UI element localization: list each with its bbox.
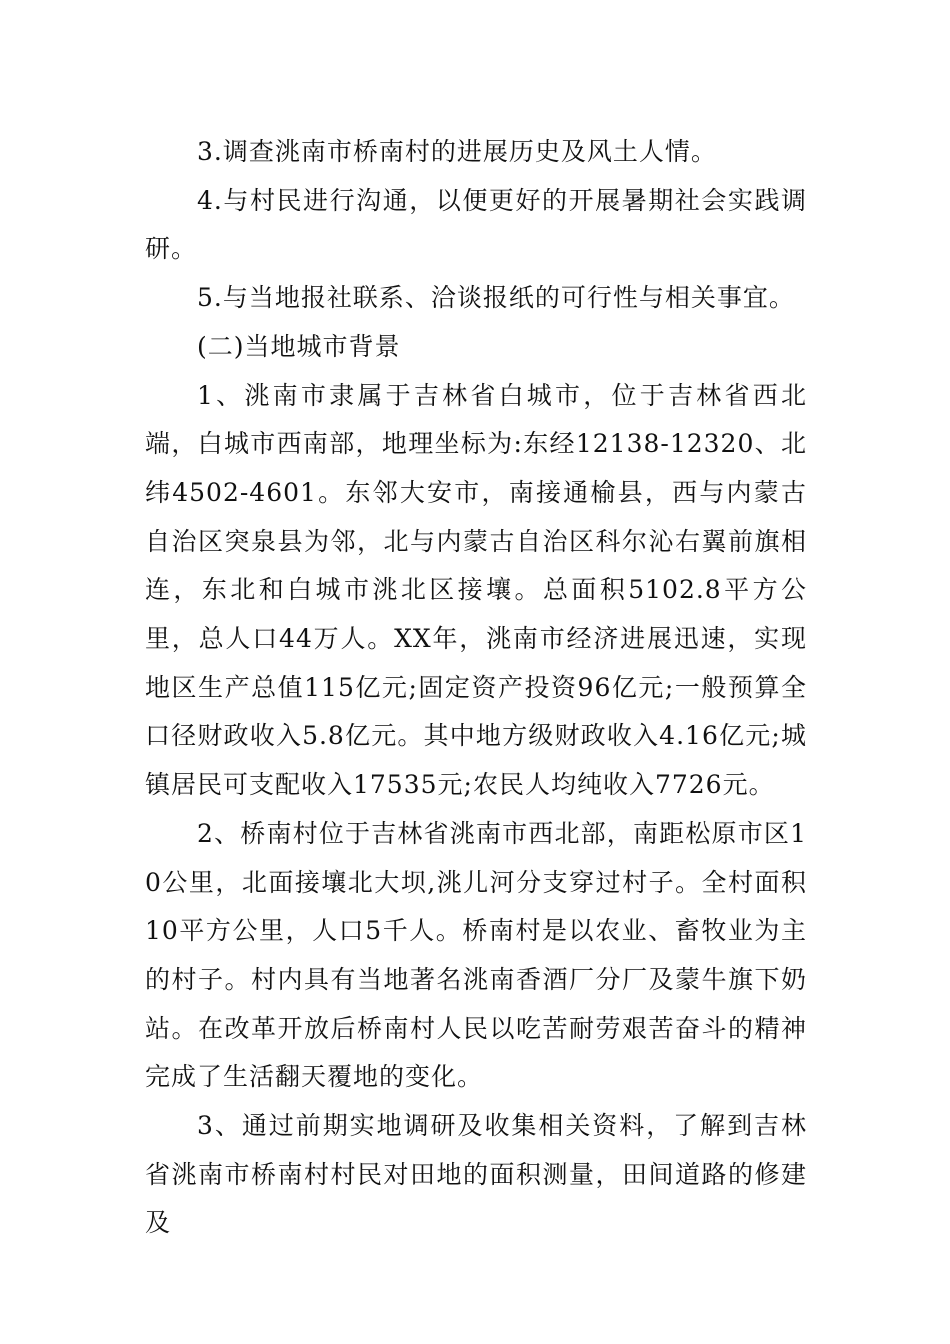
paragraph-item-5: 5.与当地报社联系、洽谈报纸的可行性与相关事宜。 [197,283,795,313]
paragraph-village-background: 2、桥南村位于吉林省洮南市西北部，南距松原市区10公里，北面接壤北大坝,洮儿河分支穿过村子。全村面积10平方公里，人口5千人。桥南村是以农业、畜牧业为主的村子。村内具有当地著名洮南香酒厂分厂及蒙牛旗下奶站。在改革开放后桥南村人民以吃苦耐劳艰苦奋斗的精神完成了生活翻天覆地的变化。 [145,818,807,1092]
section-heading: (二)当地城市背景 [197,331,401,361]
document-body [145,128,807,1248]
paragraph-field-research: 3、通过前期实地调研及收集相关资料，了解到吉林省洮南市桥南村村民对田地的面积测量，田间道路的修建及 [145,1111,807,1238]
paragraph-city-background: 1、洮南市隶属于吉林省白城市，位于吉林省西北端，白城市西南部，地理坐标为:东经12138-12320、北纬4502-4601。东邻大安市，南接通榆县，西与内蒙古自治区突泉县为邻，北与内蒙古自治区科尔沁右翼前旗相连，东北和白城市洮北区接壤。总面积5102.8平方公里，总人口44万人。XX年，洮南市经济进展迅速，实现地区生产总值115亿元;固定资产投资96亿元;一般预算全口径财政收入5.8亿元。其中地方级财政收入4.16亿元;城镇居民可支配收入17535元;农民人均纯收入7726元。 [145,380,807,800]
paragraph-item-3: 3.调查洮南市桥南村的进展历史及风土人情。 [197,137,717,166]
paragraph-item-4: 4.与村民进行沟通，以便更好的开展暑期社会实践调研。 [145,185,807,264]
